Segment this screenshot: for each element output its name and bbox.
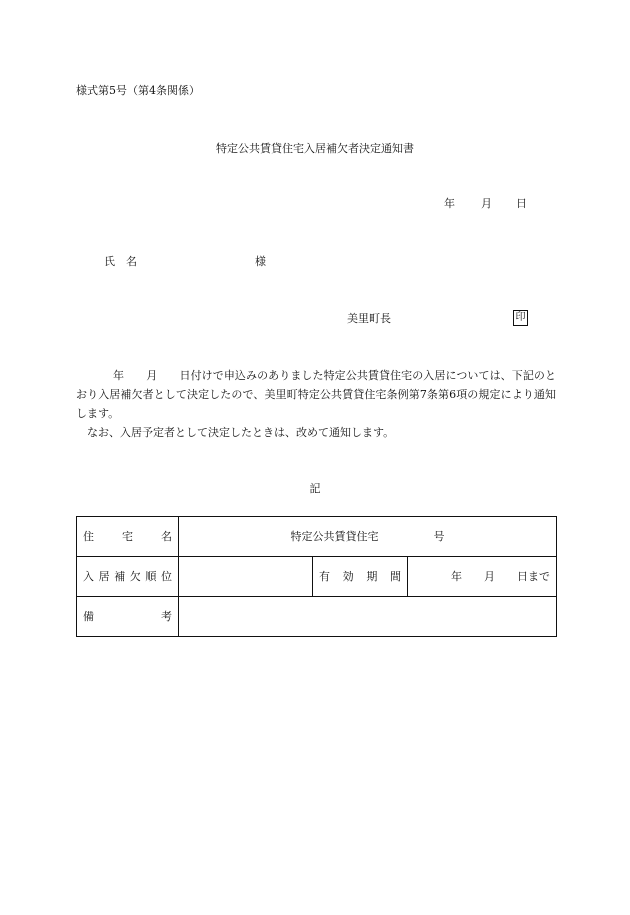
- record-heading: 記: [309, 482, 321, 495]
- sender-name: 美里町長: [347, 312, 391, 325]
- remarks-label: 備考: [77, 597, 179, 637]
- body-text: [76, 366, 556, 442]
- waitlist-rank-value: [179, 557, 313, 597]
- addressee-name-label: 氏 名: [104, 255, 137, 268]
- addressee-honorific: 様: [255, 255, 266, 268]
- validity-period-value: 年 月 日まで: [408, 557, 557, 597]
- waitlist-rank-label: 入居補欠順位: [77, 557, 179, 597]
- table-row: [77, 517, 557, 557]
- validity-period-label: 有効期間: [313, 557, 408, 597]
- document-title: 特定公共賃貸住宅入居補欠者決定通知書: [216, 142, 414, 155]
- form-number: 様式第5号（第4条関係）: [76, 84, 200, 97]
- remarks-value: [179, 597, 557, 637]
- body-paragraph-1: 年 月 日付けで申込みのありました特定公共賃貸住宅の入居については、下記のとおり入居補欠者として決定したので、美里町特定公共賃貸住宅条例第7条第6項の規定により通知します。: [76, 369, 556, 420]
- date-year: 年: [444, 197, 455, 210]
- table-row: [77, 597, 557, 637]
- date-day: 日: [516, 197, 527, 210]
- info-table: [76, 516, 557, 637]
- housing-name-value: 特定公共賃貸住宅 号: [179, 517, 557, 557]
- housing-name-label: 住宅名: [77, 517, 179, 557]
- date-month: 月: [481, 197, 492, 210]
- body-paragraph-2: なお、入居予定者として決定したときは、改めて通知します。: [87, 426, 395, 439]
- table-row: [77, 557, 557, 597]
- seal-mark: 印: [513, 310, 528, 326]
